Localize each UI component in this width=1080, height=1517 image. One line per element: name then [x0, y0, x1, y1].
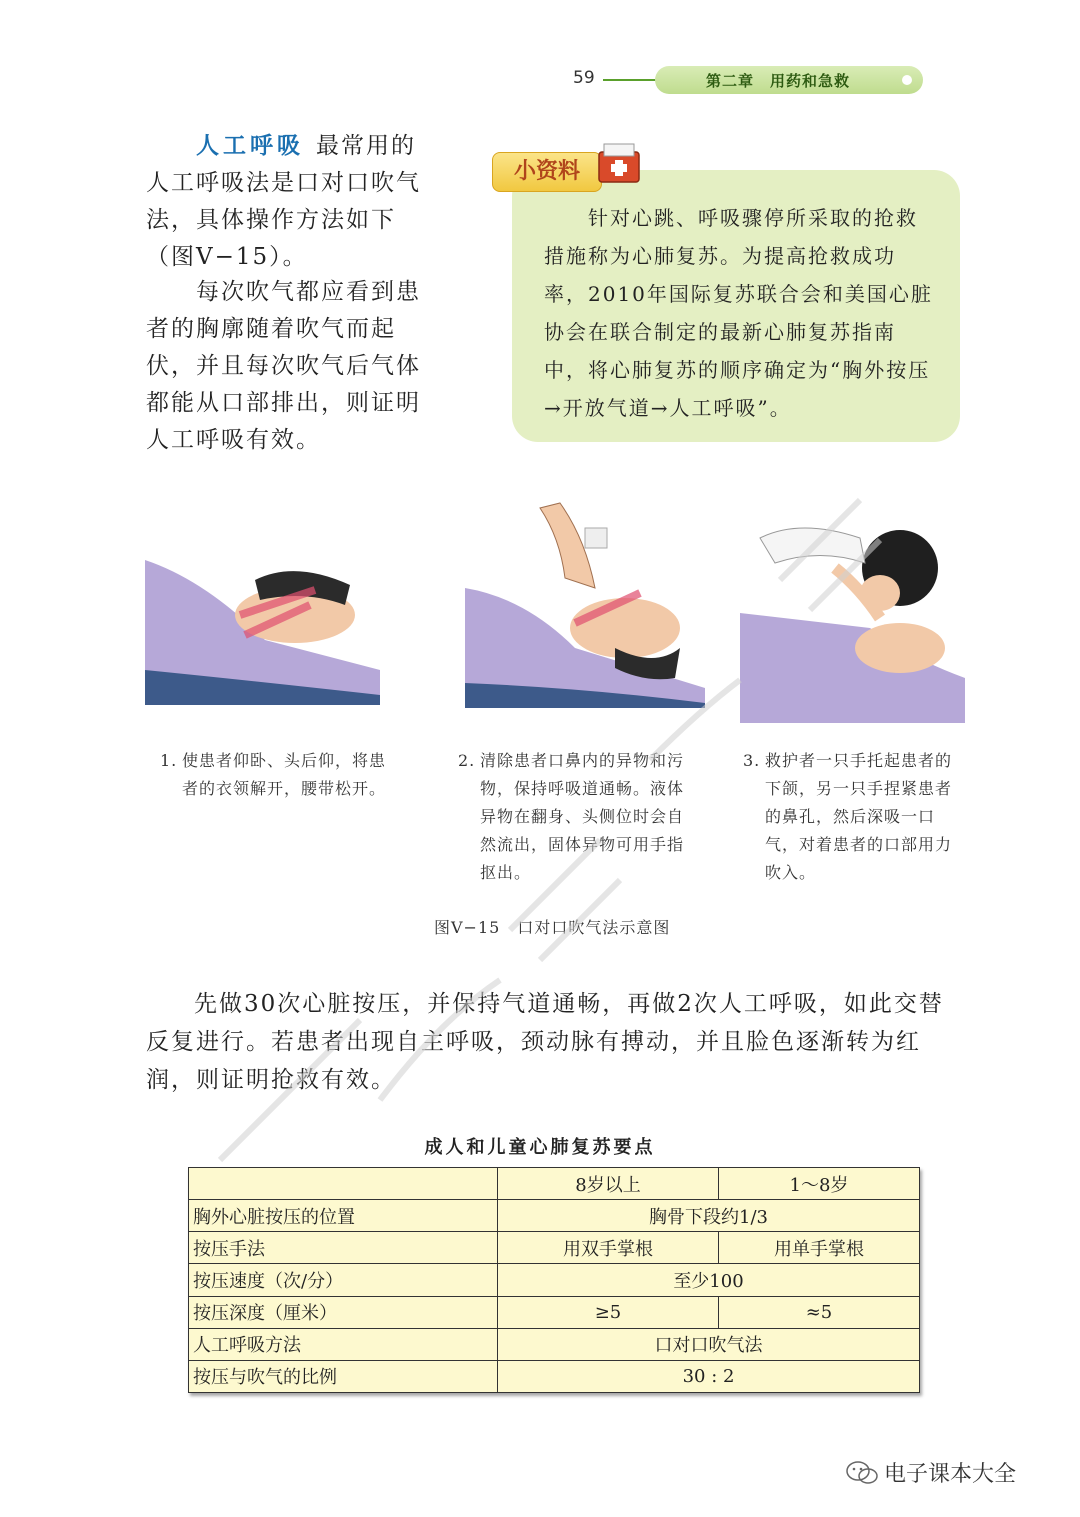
figure-step-1-illustration [145, 520, 380, 705]
table-row [189, 1296, 920, 1328]
row-label: 人工呼吸方法 [189, 1328, 498, 1360]
table-cell: 至少100 [498, 1264, 920, 1296]
table-cell: 30 : 2 [498, 1360, 920, 1392]
cpr-table [188, 1167, 920, 1393]
page-number: 59 [573, 68, 595, 88]
wechat-icon [845, 1460, 879, 1486]
step-2-number: 2. [458, 751, 476, 770]
figure-step-3-illustration [740, 508, 965, 723]
info-text: 针对心跳、呼吸骤停所采取的抢救措施称为心肺复苏。为提高抢救成功率，2010年国际复苏联合会和美国心脏协会在联合制定的最新心肺复苏指南中，将心肺复苏的顺序确定为“胸外按压→开放气道→人工呼吸”。 [544, 206, 933, 420]
cpr-procedure-paragraph: 先做30次心脏按压，并保持气道通畅，再做2次人工呼吸，如此交替反复进行。若患者出现自主呼吸，颈动脉有搏动，并且脸色逐渐转为红润，则证明抢救有效。 [146, 991, 944, 1093]
table-cell: ≈5 [719, 1296, 920, 1328]
figure-step-2-illustration [465, 498, 705, 708]
row-label: 按压与吹气的比例 [189, 1360, 498, 1392]
step-3-caption [743, 747, 965, 887]
footer-brand: 电子课本大全 [884, 1462, 1017, 1487]
step-1-caption [160, 747, 392, 803]
table-cell: ≥5 [498, 1296, 719, 1328]
table-row [189, 1200, 920, 1232]
table-row [189, 1232, 920, 1264]
table-title: 成人和儿童心肺复苏要点 [424, 1137, 656, 1158]
table-row [189, 1360, 920, 1392]
step-1-text: 使患者仰卧、头后仰，将患者的衣领解开，腰带松开。 [182, 751, 387, 798]
header-rule [603, 79, 663, 81]
table-header-cell: 8岁以上 [498, 1168, 719, 1200]
section-heading: 人工呼吸 [196, 132, 304, 159]
table-row [189, 1264, 920, 1296]
table-header-cell [189, 1168, 498, 1200]
intro-paragraph [146, 127, 426, 276]
first-aid-kit-icon [596, 140, 642, 184]
row-label: 按压深度（厘米） [189, 1296, 498, 1328]
table-cell: 口对口吹气法 [498, 1328, 920, 1360]
table-cell: 用单手掌根 [719, 1232, 920, 1264]
row-label: 胸外心脏按压的位置 [189, 1200, 498, 1232]
figure-caption: 图V−15 口对口吹气法示意图 [434, 918, 671, 937]
table-header-cell: 1～8岁 [719, 1168, 920, 1200]
effect-paragraph: 每次吹气都应看到患者的胸廓随着吹气而起伏，并且每次吹气后气体都能从口部排出，则证明人工呼吸有效。 [146, 279, 421, 453]
step-2-text: 清除患者口鼻内的异物和污物，保持呼吸道通畅。液体异物在翻身、头侧位时会自然流出，固体异物可用手指抠出。 [480, 751, 685, 882]
info-label: 小资料 [492, 152, 602, 192]
step-3-text: 救护者一只手托起患者的下颌，另一只手捏紧患者的鼻孔，然后深吸一口气，对着患者的口部用力吹入。 [765, 751, 953, 882]
step-3-number: 3. [743, 751, 761, 770]
step-2-caption [458, 747, 694, 887]
row-label: 按压速度（次/分） [189, 1264, 498, 1296]
chapter-dot [902, 75, 912, 85]
step-1-number: 1. [160, 751, 178, 770]
table-cell: 用双手掌根 [498, 1232, 719, 1264]
intro-text: 最常用的人工呼吸法是口对口吹气法，具体操作方法如下（图V−15）。 [146, 133, 421, 270]
table-row [189, 1328, 920, 1360]
row-label: 按压手法 [189, 1232, 498, 1264]
chapter-title: 第二章 用药和急救 [706, 72, 851, 90]
table-cell: 胸骨下段约1/3 [498, 1200, 920, 1232]
table-header-row [189, 1168, 920, 1200]
